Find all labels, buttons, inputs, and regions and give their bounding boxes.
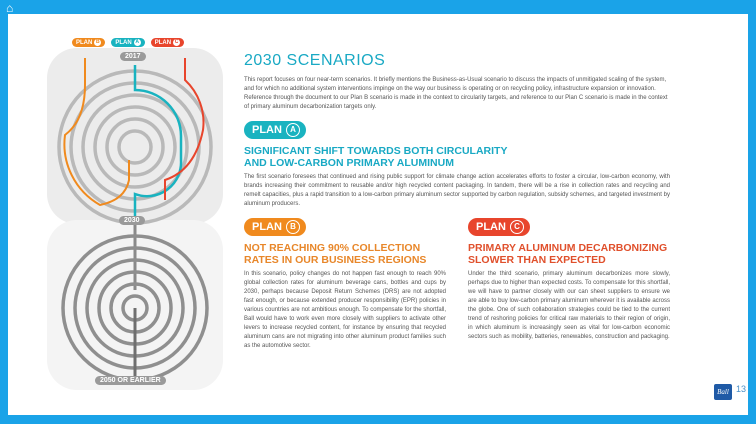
- plan-a-body: The first scenario foresees that continued and rising public support for climate change action accelerates efforts to foster a circular, low-carbon economy, with brands increasing their commitment to reusable and/or high recycled content packaging. In tandem, there will be a rise in collection rates and recycling and remelt capacities, plus a rapid transition to a low-carbon primary aluminum sector supported by carbon regulation, subsidy schemes, and targeted investment by aluminum producers.: [244, 174, 670, 207]
- ball-logo: Ball: [714, 384, 732, 400]
- plan-b-badge: PLAN B: [244, 218, 306, 236]
- intro-paragraph: This report focuses on four near-term scenarios. It briefly mentions the Business-as-Usual scenario to discuss the impacts of unmitigated scaling of the system, and for which no additional system interventions impinge on the way our business is operating or on recycling policy, infrastructure expansion or innovation. Reference through the document to our Plan B scenario is made in the context to circularity targets, and reference to our Plan C scenario is made in the context of primary aluminum decarbonization targets only.: [244, 77, 668, 110]
- plan-a-section: [244, 120, 670, 209]
- plan-c-body: Under the third scenario, primary aluminum decarbonizes more slowly, perhaps due to higher than expected costs. To compensate for this shortfall, we will have to partner closely with our can sheet suppliers to ensure we are able to buy low-carbon primary aluminum wherever it is available across the globe. One of such collaboration strategies could be tied to the current trend of reshoring policies for critical raw materials to their region of origin, in which aluminum is increasingly seen as vital for low-carbon economic sectors such as mobility, batteries, renewables, construction and packaging.: [468, 271, 670, 340]
- main-content: [244, 52, 670, 351]
- plan-c-section: [468, 217, 670, 351]
- maze-illustration: [45, 30, 225, 392]
- plan-b-body: In this scenario, policy changes do not happen fast enough to reach 90% global collection rates for aluminum beverage cans, bottles and cups by 2030, perhaps because Deposit Return Schemes (DRS) are not adopted fast enough, or because extended producer responsibility (EPR) policies in various countries are not ambitious enough. To compensate for the shortfall, Ball would have to work even more closely with suppliers to activate other levers to increase recycled content, for instance by ensuring that recycled aluminum cans are not migrating into other aluminum product families such as the automotive sector.: [244, 271, 446, 349]
- maze-legend: [72, 38, 184, 47]
- plan-b-heading: NOT REACHING 90% COLLECTION RATES IN OUR BUSINESS REGIONS: [244, 242, 427, 266]
- legend-plan-b: PLAN B: [72, 38, 105, 47]
- plans-columns: [244, 217, 670, 351]
- year-tag-mid: 2030: [119, 216, 145, 225]
- legend-plan-a: PLAN A: [111, 38, 144, 47]
- plan-b-section: [244, 217, 446, 351]
- plan-c-heading: PRIMARY ALUMINUM DECARBONIZING SLOWER THAN EXPECTED: [468, 242, 668, 266]
- legend-plan-c: PLAN C: [151, 38, 184, 47]
- year-tag-bottom: 2050 OR EARLIER: [95, 376, 166, 385]
- page-number: 13: [735, 384, 746, 394]
- home-icon[interactable]: ⌂: [6, 1, 14, 15]
- year-tag-top: 2017: [120, 52, 146, 61]
- plan-a-heading: SIGNIFICANT SHIFT TOWARDS BOTH CIRCULARITY AND LOW-CARBON PRIMARY ALUMINUM: [244, 145, 508, 169]
- plan-c-badge: PLAN C: [468, 218, 530, 236]
- page-title: 2030 SCENARIOS: [244, 52, 386, 69]
- plan-a-badge: PLAN A: [244, 121, 306, 139]
